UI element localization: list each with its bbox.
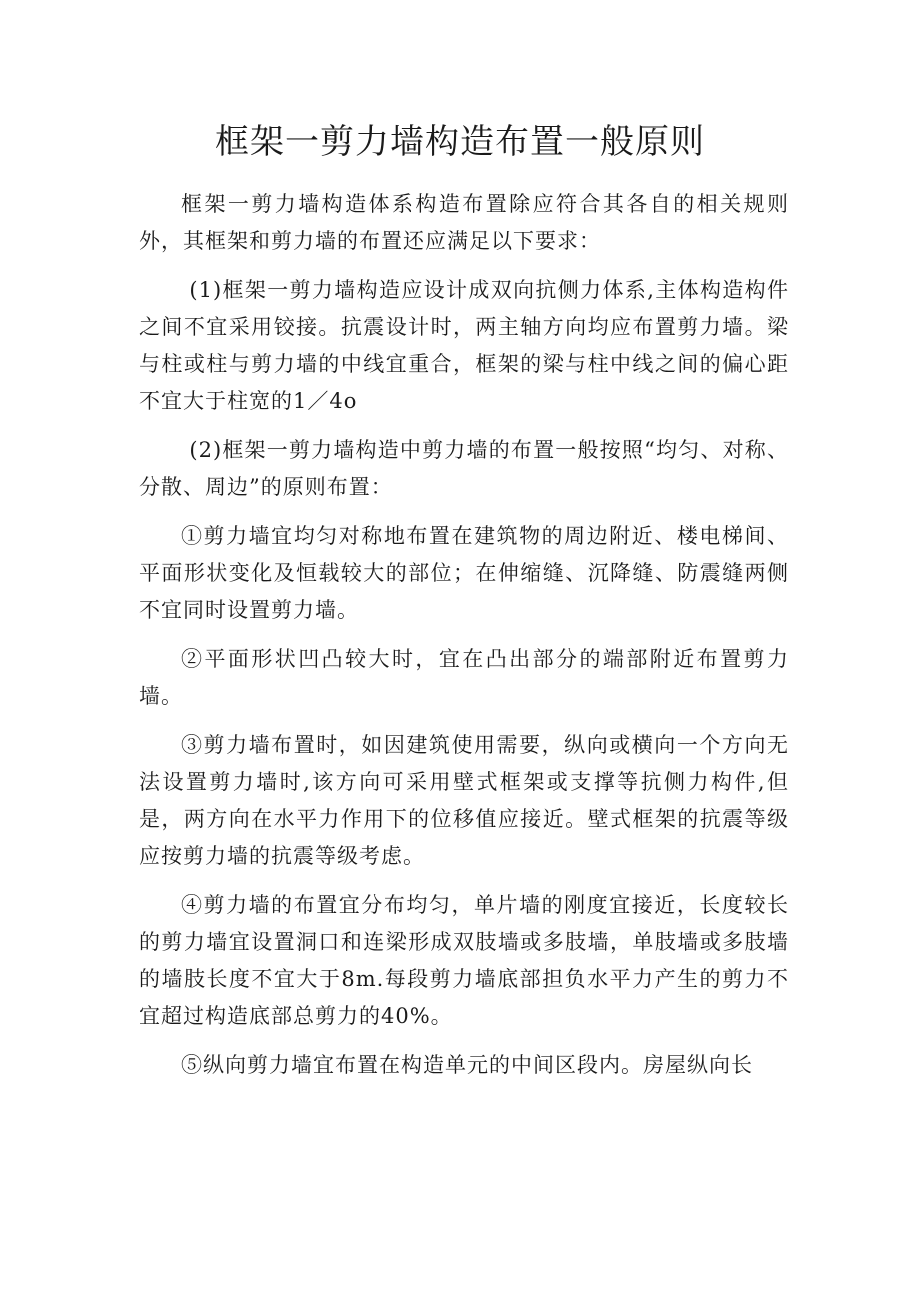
document-body [139, 186, 789, 1084]
paragraph-subitem-3: ③剪力墙布置时，如因建筑使用需要，纵向或横向一个方向无法设置剪力墙时,该方向可采用壁式框架或支撑等抗侧力构件,但是，两方向在水平力作用下的位移值应接近。壁式框架的抗震等级应按剪力墙的抗震等级考虑。 [139, 733, 789, 868]
document-title: 框架一剪力墙构造布置一般原则 [215, 122, 705, 162]
paragraph-intro: 框架一剪力墙构造体系构造布置除应符合其各自的相关规则外，其框架和剪力墙的布置还应满足以下要求： [139, 192, 789, 253]
paragraph-subitem-2: ②平面形状凹凸较大时，宜在凸出部分的端部附近布置剪力墙。 [139, 647, 789, 708]
paragraph-subitem-5: ⑤纵向剪力墙宜布置在构造单元的中间区段内。房屋纵向长 [181, 1053, 753, 1077]
paragraph-item-1: (1)框架一剪力墙构造应设计成双向抗侧力体系,主体构造构件之间不宜采用铰接。抗震设计时，两主轴方向均应布置剪力墙。梁与柱或柱与剪力墙的中线宜重合，框架的梁与柱中线之间的偏心距不宜大于柱宽的1／4o [139, 278, 789, 413]
paragraph-subitem-1: ①剪力墙宜均匀对称地布置在建筑物的周边附近、楼电梯间、平面形状变化及恒载较大的部位；在伸缩缝、沉降缝、防震缝两侧不宜同时设置剪力墙。 [139, 524, 789, 622]
paragraph-item-2: (2)框架一剪力墙构造中剪力墙的布置一般按照“均匀、对称、分散、周边”的原则布置： [139, 438, 789, 499]
paragraph-subitem-4: ④剪力墙的布置宜分布均匀，单片墙的刚度宜接近，长度较长的剪力墙宜设置洞口和连梁形成双肢墙或多肢墙，单肢墙或多肢墙的墙肢长度不宜大于8m.每段剪力墙底部担负水平力产生的剪力不宜超过构造底部总剪力的40%。 [139, 893, 789, 1028]
